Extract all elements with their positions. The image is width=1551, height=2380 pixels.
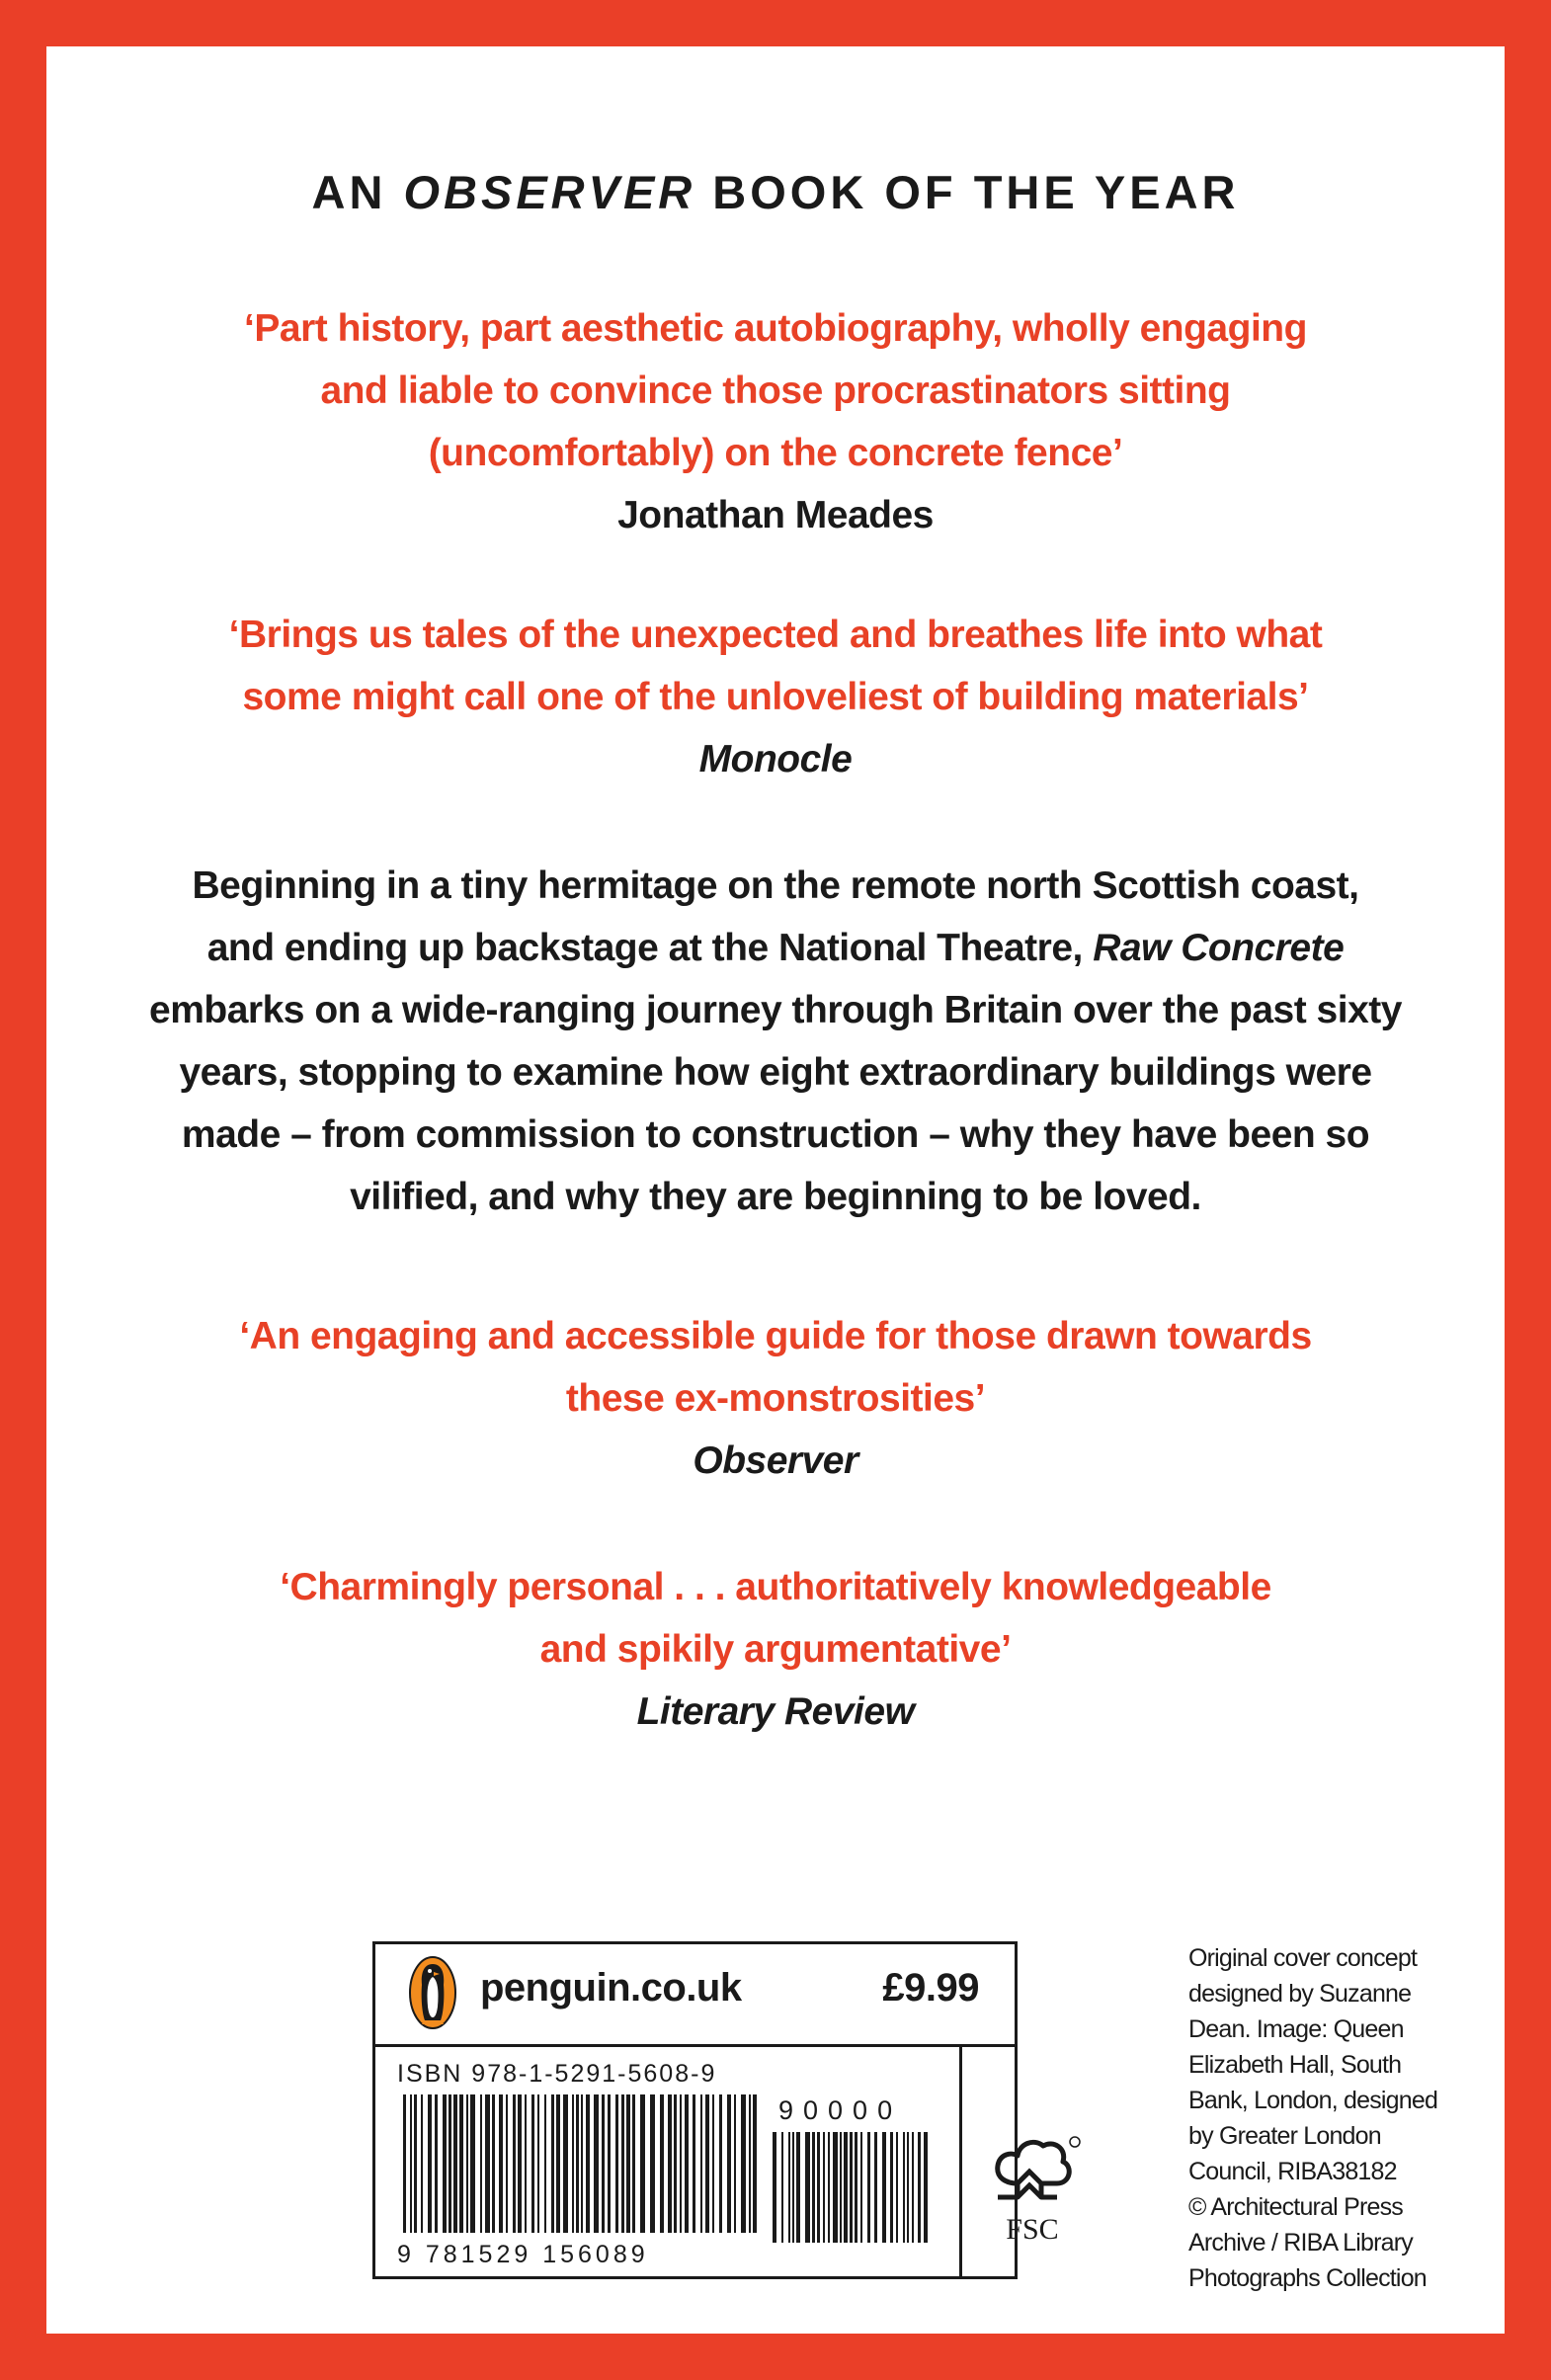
blurb-line: made – from commission to construction – why they have been so — [181, 1113, 1370, 1156]
blurb-line — [46, 917, 1505, 979]
barcode-bar — [867, 2132, 870, 2243]
barcode-bar — [551, 2094, 554, 2233]
barcode-bar — [860, 2132, 862, 2243]
barcode-digits: 9 781529 156089 — [397, 2241, 649, 2268]
barcode-bar — [828, 2132, 830, 2243]
credit-line: © Architectural Press — [1188, 2193, 1403, 2221]
barcode-bar — [817, 2132, 820, 2243]
barcode-bar — [586, 2094, 590, 2233]
barcode-bar — [615, 2094, 618, 2233]
barcode-bar — [537, 2094, 539, 2233]
blurb-text: and ending up backstage at the National Theatre, — [206, 927, 1094, 969]
barcode-bar — [907, 2132, 909, 2243]
review-quote-4 — [46, 1556, 1505, 1743]
isbn-text: ISBN 978-1-5291-5608-9 — [397, 2060, 717, 2088]
barcode-bar — [700, 2094, 702, 2233]
barcode-bar — [410, 2094, 412, 2233]
barcode-bar — [781, 2132, 783, 2243]
barcode-bar — [874, 2132, 877, 2243]
barcode-bar — [896, 2132, 898, 2243]
award-headline — [46, 165, 1505, 219]
barcode-bar — [882, 2132, 886, 2243]
barcode-bar — [531, 2094, 534, 2233]
barcode-bar — [668, 2094, 672, 2233]
quote-line: (uncomfortably) on the concrete fence’ — [428, 432, 1123, 474]
barcode-bar — [449, 2094, 451, 2233]
quote-line: and liable to convince those procrastinators sitting — [320, 369, 1231, 412]
barcode-bar — [855, 2132, 857, 2243]
barcode-bar — [572, 2094, 574, 2233]
barcode-bar — [563, 2094, 568, 2233]
credit-line: Archive / RIBA Library — [1188, 2229, 1413, 2257]
barcode-bar — [912, 2132, 914, 2243]
credit-line: by Greater London — [1188, 2122, 1381, 2150]
headline-publication: OBSERVER — [403, 166, 696, 218]
credit-line: Council, RIBA38182 — [1188, 2158, 1397, 2185]
barcode-bar — [753, 2094, 757, 2233]
blurb-line: embarks on a wide-ranging journey through Britain over the past sixty — [149, 989, 1402, 1031]
barcode-bar — [812, 2132, 815, 2243]
quote-line: and spikily argumentative’ — [539, 1628, 1012, 1671]
addon-digits: 90000 — [778, 2095, 903, 2125]
barcode-bar — [660, 2094, 664, 2233]
book-description — [46, 855, 1505, 1228]
blurb-line: Beginning in a tiny hermitage on the remote north Scottish coast, — [192, 864, 1359, 907]
quote-line: ‘Brings us tales of the unexpected and breathes life into what — [228, 614, 1323, 656]
barcode-bar — [796, 2132, 800, 2243]
barcode-bar — [844, 2132, 848, 2243]
barcode-bar — [632, 2094, 635, 2233]
barcode-bar — [480, 2094, 482, 2233]
barcode-bar — [823, 2132, 825, 2243]
barcode-bar — [576, 2094, 579, 2233]
barcode-bar — [727, 2094, 731, 2233]
quote-source: Observer — [693, 1439, 858, 1482]
quote-line: some might call one of the unloveliest of building materials’ — [242, 676, 1309, 718]
barcode-bar — [685, 2094, 689, 2233]
barcode-bar — [674, 2094, 677, 2233]
barcode-bar — [544, 2094, 546, 2233]
barcode-bar — [594, 2094, 599, 2233]
barcode-bar — [890, 2132, 893, 2243]
book-title: Raw Concrete — [1093, 927, 1345, 969]
barcode-bar — [840, 2132, 842, 2243]
barcode-bar — [903, 2132, 905, 2243]
barcode-bar — [556, 2094, 560, 2233]
quote-line: ‘Part history, part aesthetic autobiography, wholly engaging — [244, 307, 1307, 350]
credit-line: Bank, London, designed — [1188, 2087, 1438, 2114]
barcode-bar — [712, 2094, 714, 2233]
credit-line: Original cover concept — [1188, 1944, 1418, 1972]
barcode-bar — [792, 2132, 794, 2243]
back-cover-panel — [46, 46, 1505, 2334]
review-quote-3 — [46, 1305, 1505, 1492]
barcode-bar — [608, 2094, 611, 2233]
barcode-bar — [470, 2094, 475, 2233]
barcode-bar — [499, 2094, 503, 2233]
barcode-bar — [741, 2094, 746, 2233]
fsc-text: FSC — [1006, 2213, 1059, 2246]
barcode-bar — [924, 2132, 928, 2243]
headline-suffix: BOOK OF THE YEAR — [695, 166, 1240, 218]
barcode-bar — [719, 2094, 722, 2233]
barcode-bar — [773, 2132, 776, 2243]
price: £9.99 — [882, 1966, 979, 2010]
barcode-bar — [506, 2094, 508, 2233]
barcode-bar — [788, 2132, 790, 2243]
quote-source: Monocle — [698, 738, 853, 780]
barcode-bar — [421, 2094, 423, 2233]
barcode-bar — [518, 2094, 522, 2233]
headline-prefix: AN — [311, 166, 404, 218]
barcode-bar — [918, 2132, 921, 2243]
blurb-line: years, stopping to examine how eight extraordinary buildings were — [179, 1051, 1372, 1094]
barcode-bar — [492, 2094, 495, 2233]
quote-line: ‘An engaging and accessible guide for those drawn towards — [239, 1315, 1312, 1357]
barcode-bar — [734, 2094, 736, 2233]
credit-line: Elizabeth Hall, South — [1188, 2051, 1402, 2079]
quote-source: Jonathan Meades — [617, 494, 934, 536]
barcode-bar — [680, 2094, 682, 2233]
barcode-bar — [443, 2094, 447, 2233]
barcode-bar — [525, 2094, 527, 2233]
credit-line: Dean. Image: Queen — [1188, 2015, 1404, 2043]
barcode-bar — [705, 2094, 709, 2233]
barcode-bar — [403, 2094, 406, 2233]
barcode-bar — [693, 2094, 695, 2233]
publisher-website: penguin.co.uk — [480, 1966, 742, 2010]
barcode-bar — [621, 2094, 624, 2233]
quote-line: ‘Charmingly personal . . . authoritatively knowledgeable — [280, 1566, 1271, 1608]
barcode-bar — [513, 2094, 516, 2233]
barcode-bar — [453, 2094, 457, 2233]
barcode-bar — [602, 2094, 605, 2233]
barcode-bar — [581, 2094, 583, 2233]
barcode-bar — [640, 2094, 645, 2233]
barcode-bar — [833, 2132, 838, 2243]
barcode-bar — [749, 2094, 751, 2233]
publisher-row — [375, 1944, 1015, 2047]
barcode-bar — [850, 2132, 853, 2243]
quote-source: Literary Review — [636, 1690, 915, 1733]
review-quote-2 — [46, 604, 1505, 790]
barcode-bar — [466, 2094, 468, 2233]
barcode-bar — [435, 2094, 438, 2233]
barcode-divider — [959, 2044, 962, 2279]
blurb-line: vilified, and why they are beginning to be loved. — [350, 1176, 1201, 1218]
review-quote-1 — [46, 297, 1505, 546]
barcode-bar — [650, 2094, 655, 2233]
barcode-bar — [805, 2132, 810, 2243]
barcode-bar — [459, 2094, 463, 2233]
barcode-bar — [485, 2094, 490, 2233]
fsc-logo-icon — [978, 2132, 1087, 2251]
quote-line: these ex-monstrosities’ — [565, 1377, 986, 1420]
credit-line: Photographs Collection — [1188, 2264, 1427, 2292]
barcode-bar — [626, 2094, 630, 2233]
cover-credit — [1188, 1940, 1505, 2296]
credit-line: designed by Suzanne — [1188, 1980, 1412, 2008]
barcode-panel — [372, 1941, 1059, 2279]
barcode-bar — [428, 2094, 432, 2233]
barcode-bar — [414, 2094, 417, 2233]
penguin-logo-icon — [408, 1955, 457, 2030]
